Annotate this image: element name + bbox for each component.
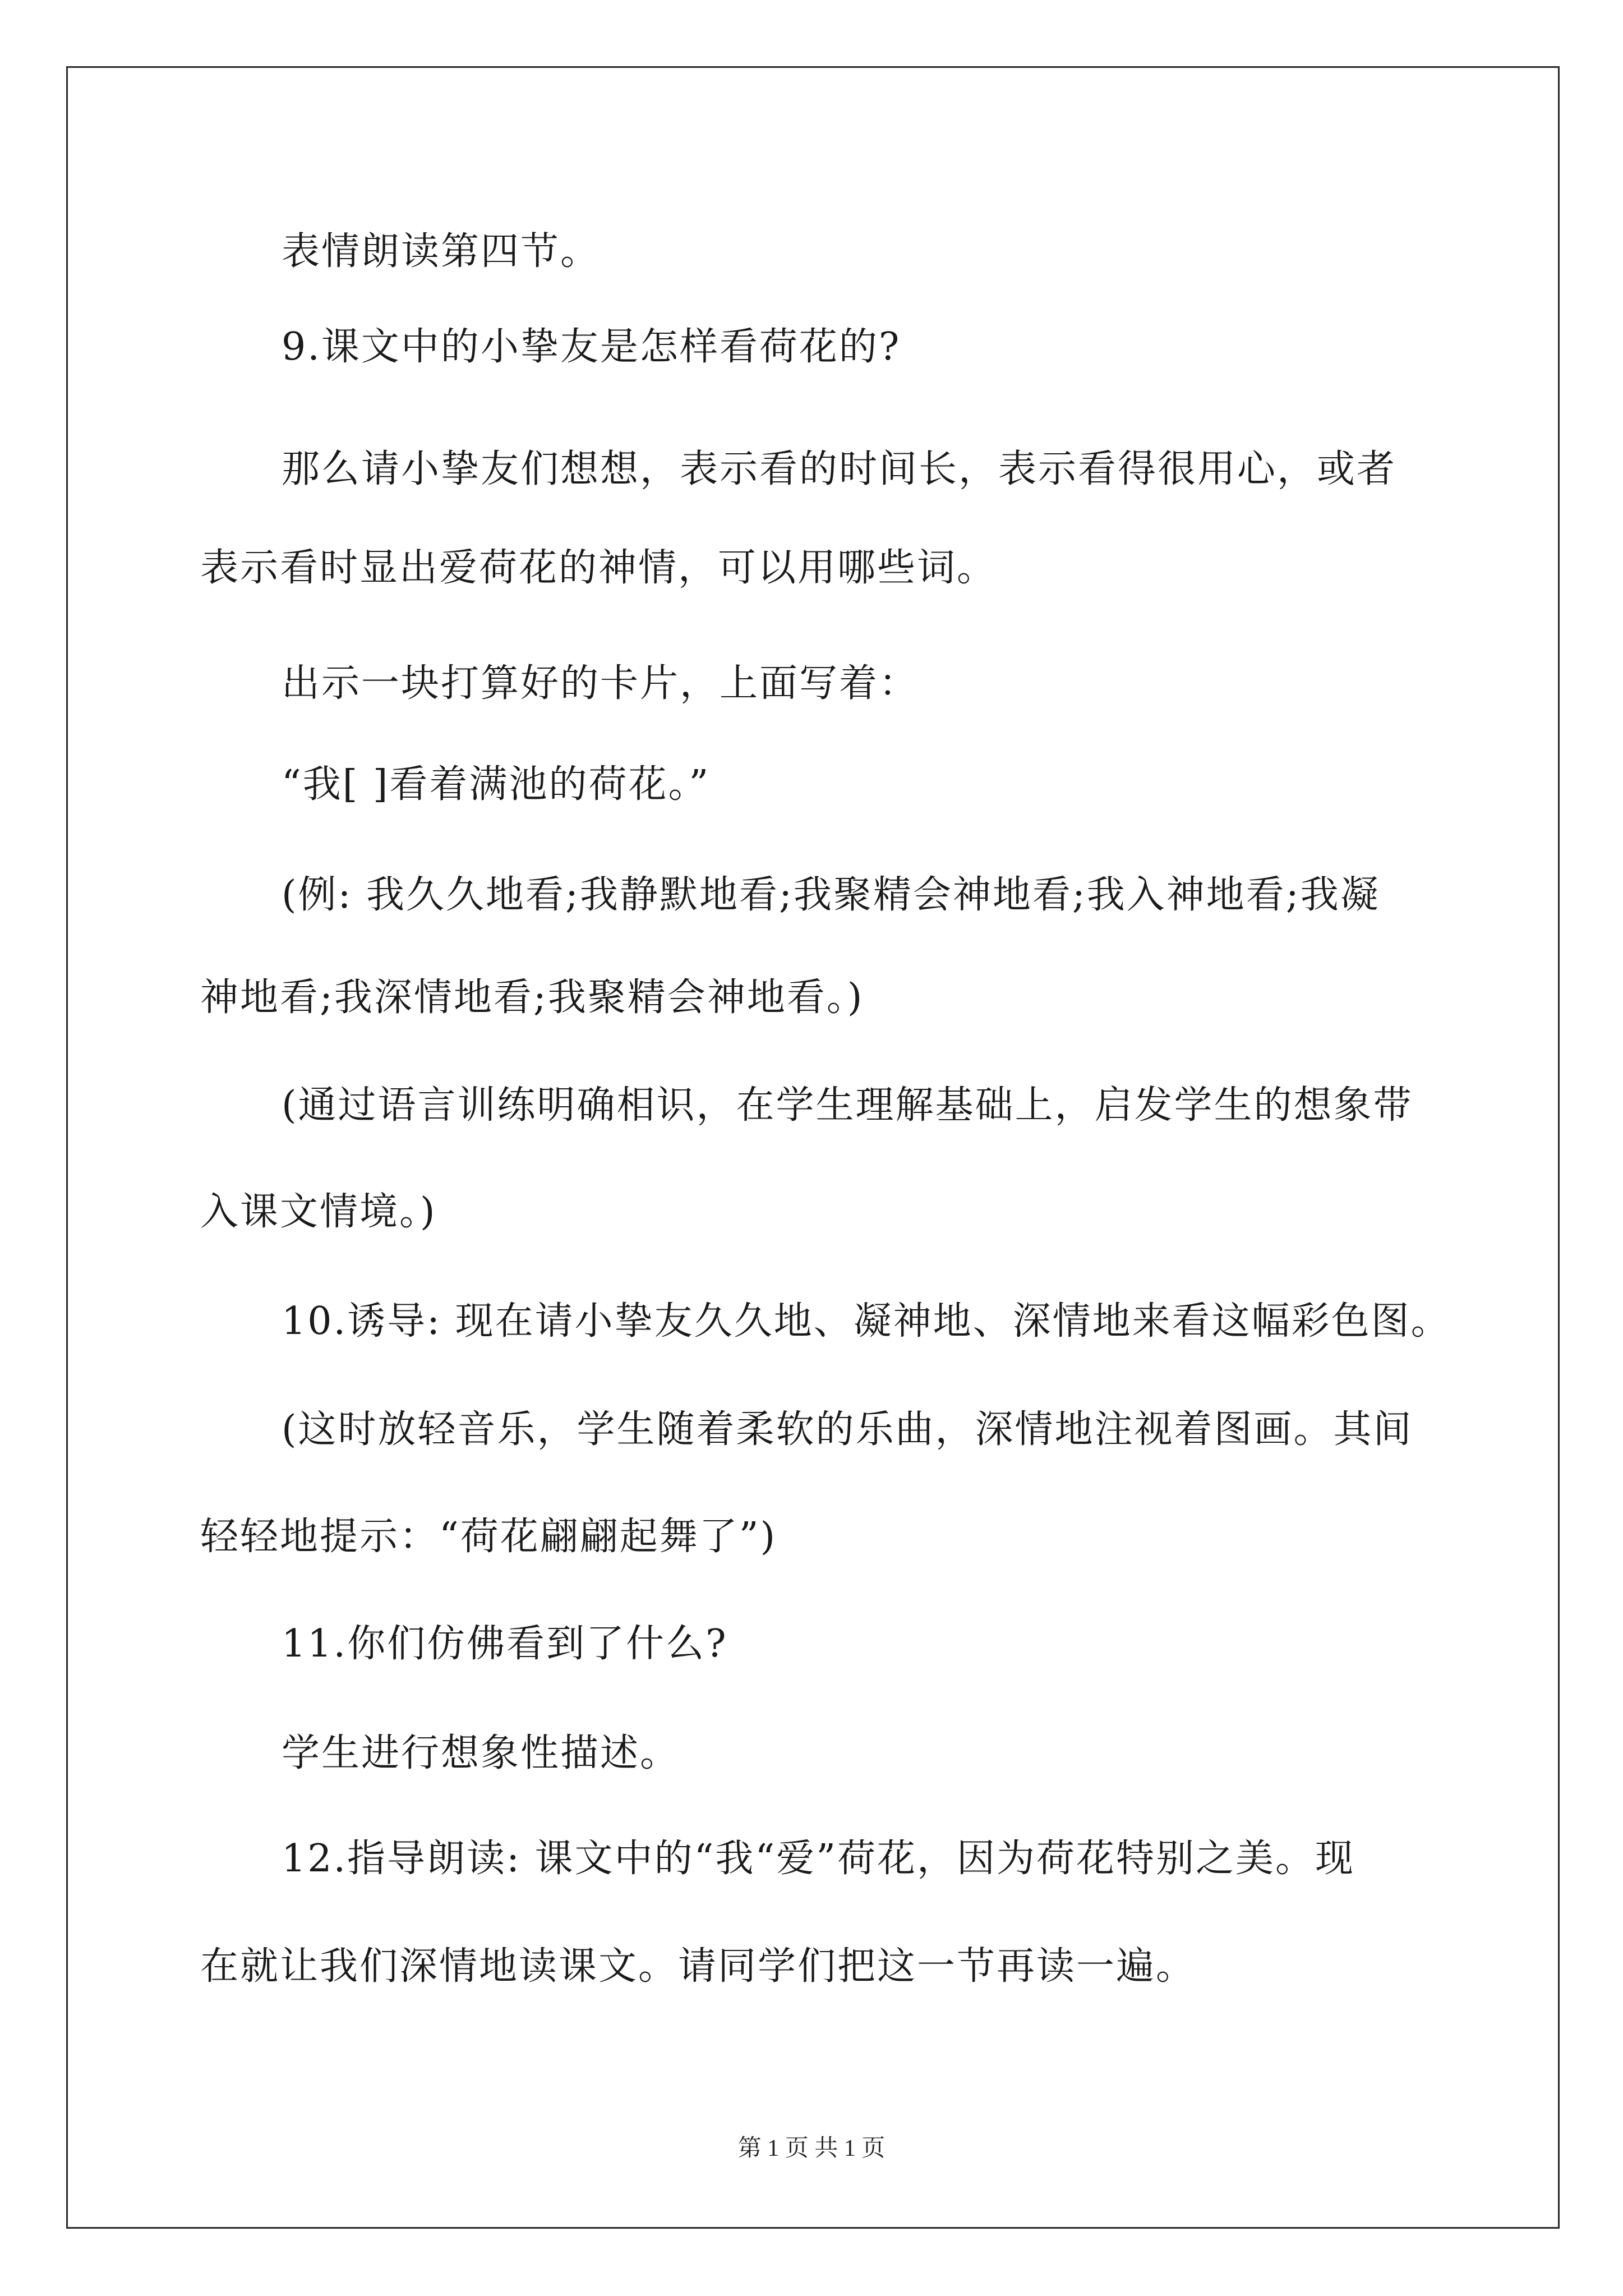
page-border (66, 66, 1560, 2229)
paragraph-line: (这时放轻音乐，学生随着柔软的乐曲，深情地注视着图画。其间 (282, 1407, 1413, 1452)
paragraph-line: 9.课文中的小挚友是怎样看荷花的? (282, 325, 901, 369)
paragraph-line: 10.诱导: 现在请小挚友久久地、凝神地、深情地来看这幅彩色图。 (282, 1299, 1451, 1343)
paragraph-line: (例: 我久久地看;我静默地看;我聚精会神地看;我入神地看;我凝 (282, 873, 1380, 917)
paragraph-line: 表情朗读第四节。 (282, 229, 601, 274)
paragraph-line: 11.你们仿佛看到了什么? (282, 1622, 728, 1666)
paragraph-line: 学生进行想象性描述。 (282, 1731, 680, 1775)
paragraph-line: 出示一块打算好的卡片，上面写着： (282, 661, 919, 706)
paragraph-line: 那么请小挚友们想想，表示看的时间长，表示看得很用心，或者 (282, 447, 1397, 491)
paragraph-line: 轻轻地提示：“荷花翩翩起舞了”) (200, 1515, 777, 1559)
paragraph-line: 12.指导朗读: 课文中的“我“爱”荷花，因为荷花特别之美。现 (282, 1837, 1355, 1881)
paragraph-line: “我[ ]看着满池的荷花。” (282, 762, 711, 807)
paragraph-line: 神地看;我深情地看;我聚精会神地看。) (200, 976, 864, 1020)
paragraph-line: 入课文情境。) (200, 1190, 437, 1234)
paragraph-line: 在就让我们深情地读课文。请同学们把这一节再读一遍。 (200, 1944, 1196, 1989)
paragraph-line: 表示看时显出爱荷花的神情，可以用哪些词。 (200, 546, 997, 590)
paragraph-line: (通过语言训练明确相识，在学生理解基础上，启发学生的想象带 (282, 1083, 1413, 1128)
page-number-footer: 第 1 页 共 1 页 (737, 2136, 886, 2161)
